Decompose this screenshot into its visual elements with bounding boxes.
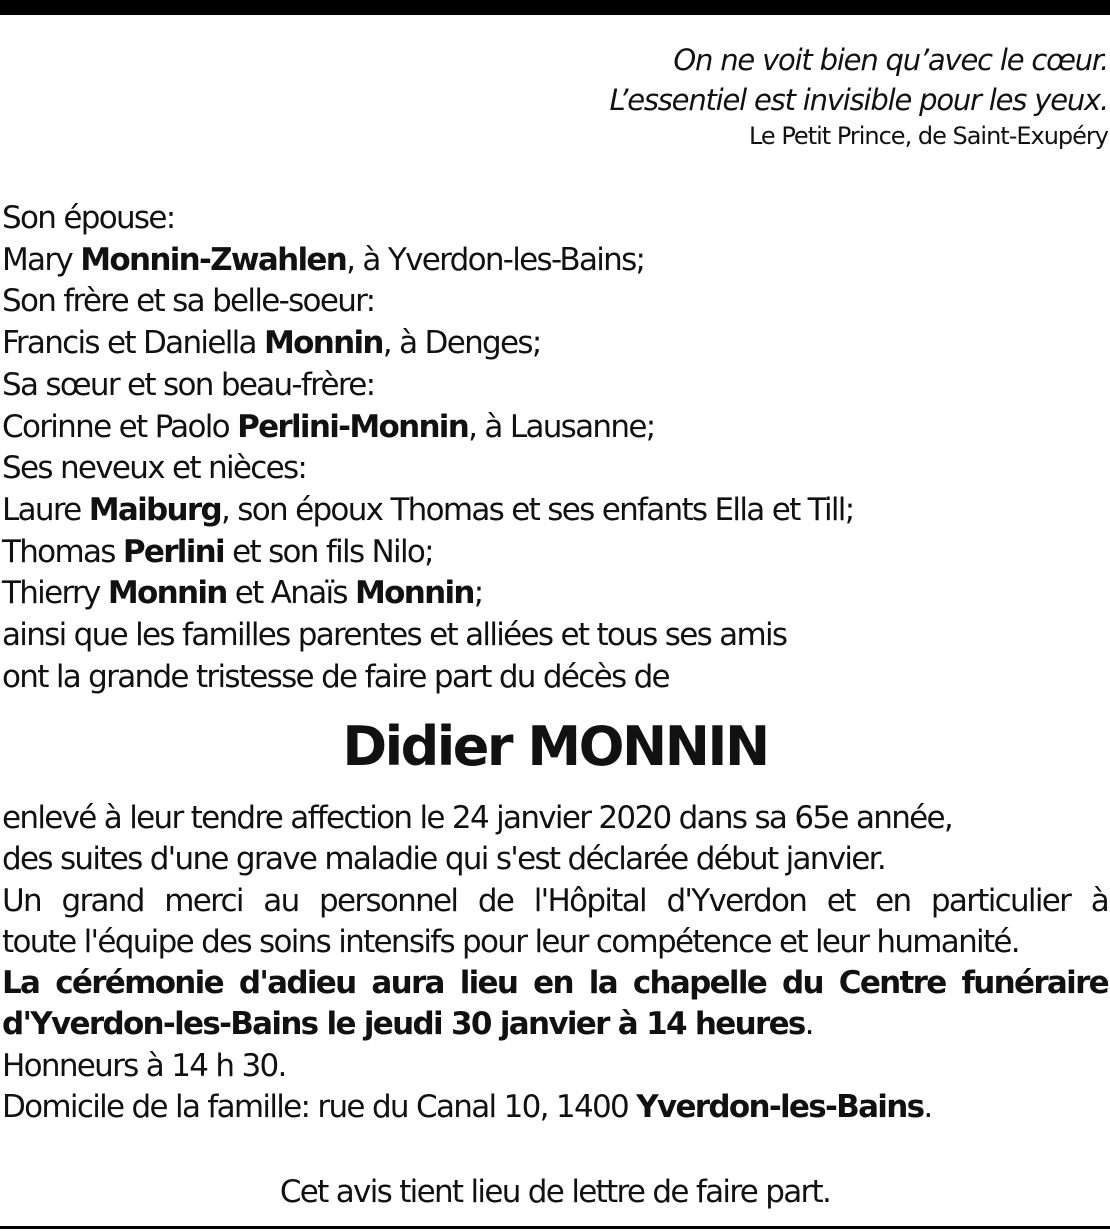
footer-note: Cet avis tient lieu de lettre de faire part.: [279, 1174, 831, 1210]
domicile-line: [2, 1087, 1108, 1128]
nephew1-surname: Maiburg: [88, 491, 221, 528]
quote-source: Le Petit Prince, de Saint-Exupéry: [748, 122, 1108, 150]
domicile-address: Domicile de la famille: rue du Canal 10, 1400: [2, 1089, 637, 1126]
quote-line-1: On ne voit bien qu’avec le cœur.: [673, 43, 1108, 77]
quote-line-2: L’essentiel est invisible pour les yeux.: [609, 83, 1108, 117]
others-line: ainsi que les familles parentes et alliées et tous ses amis: [2, 617, 787, 654]
nephew-entry-3: [2, 573, 1108, 615]
sister-entry: [2, 407, 1108, 449]
brother-first: Francis et Daniella: [2, 325, 264, 362]
ceremony-period: .: [804, 1006, 813, 1043]
nephew3-surname: Monnin: [107, 575, 227, 612]
death-line: enlevé à leur tendre affection le 24 janvier 2020 dans sa 65e année,: [2, 800, 953, 836]
announce-line: ont la grande tristesse de faire part du décès de: [2, 658, 669, 695]
sister-heading: Sa sœur et son beau-frère:: [2, 366, 375, 403]
sister-first: Corinne et Paolo: [2, 408, 238, 445]
sister-place: , à Lausanne;: [468, 408, 655, 445]
bottom-rule: [0, 1226, 1110, 1229]
spouse-surname: Monnin-Zwahlen: [80, 241, 347, 278]
family-list: [2, 198, 1108, 698]
nephew2-first: Thomas: [2, 533, 123, 570]
illness-line: des suites d'une grave maladie qui s'est déclarée début janvier.: [2, 841, 886, 878]
spouse-entry: [2, 240, 1108, 282]
nephew1-rest: , son époux Thomas et ses enfants Ella et Till;: [220, 491, 854, 528]
domicile-period: .: [923, 1089, 932, 1126]
thanks-line-2: toute l'équipe des soins intensifs pour leur compétence et leur humanité.: [2, 923, 1019, 960]
spouse-heading: Son épouse:: [2, 200, 175, 236]
nephew3-mid: et Anaïs: [226, 575, 356, 612]
honours-line: Honneurs à 14 h 30.: [2, 1047, 286, 1084]
sister-surname: Perlini-Monnin: [237, 408, 469, 445]
ceremony-text-2: d'Yverdon-les-Bains le jeudi 30 janvier à 14 heures: [2, 1006, 805, 1043]
brother-surname: Monnin: [263, 325, 383, 362]
nephew2-rest: et son fils Nilo;: [223, 533, 433, 570]
nephew-entry-1: [2, 490, 1108, 532]
ceremony-text-1: La cérémonie d'adieu aura lieu en la chapelle du Centre funéraire: [2, 965, 1108, 1002]
thanks-line-1: Un grand merci au personnel de l'Hôpital d'Yverdon et en particulier à: [2, 882, 1108, 919]
domicile-city: Yverdon-les-Bains: [636, 1089, 924, 1126]
nephew1-first: Laure: [2, 491, 89, 528]
brother-entry: [2, 323, 1108, 365]
nephew3-first: Thierry: [2, 575, 108, 612]
nephew2-surname: Perlini: [122, 533, 224, 570]
deceased-name: Didier MONNIN: [342, 715, 768, 778]
nephew3-rest: ;: [473, 575, 483, 612]
brother-place: , à Denges;: [382, 325, 541, 362]
top-rule: [0, 0, 1110, 15]
ceremony-line-1: [2, 963, 1108, 1004]
epigraph-quote: [609, 40, 1108, 152]
ceremony-line-2: [2, 1004, 1108, 1045]
brother-heading: Son frère et sa belle-soeur:: [2, 283, 375, 320]
nephew-entry-2: [2, 532, 1108, 574]
spouse-first: Mary: [2, 241, 81, 278]
nephews-heading: Ses neveux et nièces:: [2, 450, 307, 487]
spouse-place: , à Yverdon-les-Bains;: [346, 241, 645, 278]
details-block: [2, 798, 1108, 1128]
nephew3-surname-2: Monnin: [355, 575, 474, 612]
